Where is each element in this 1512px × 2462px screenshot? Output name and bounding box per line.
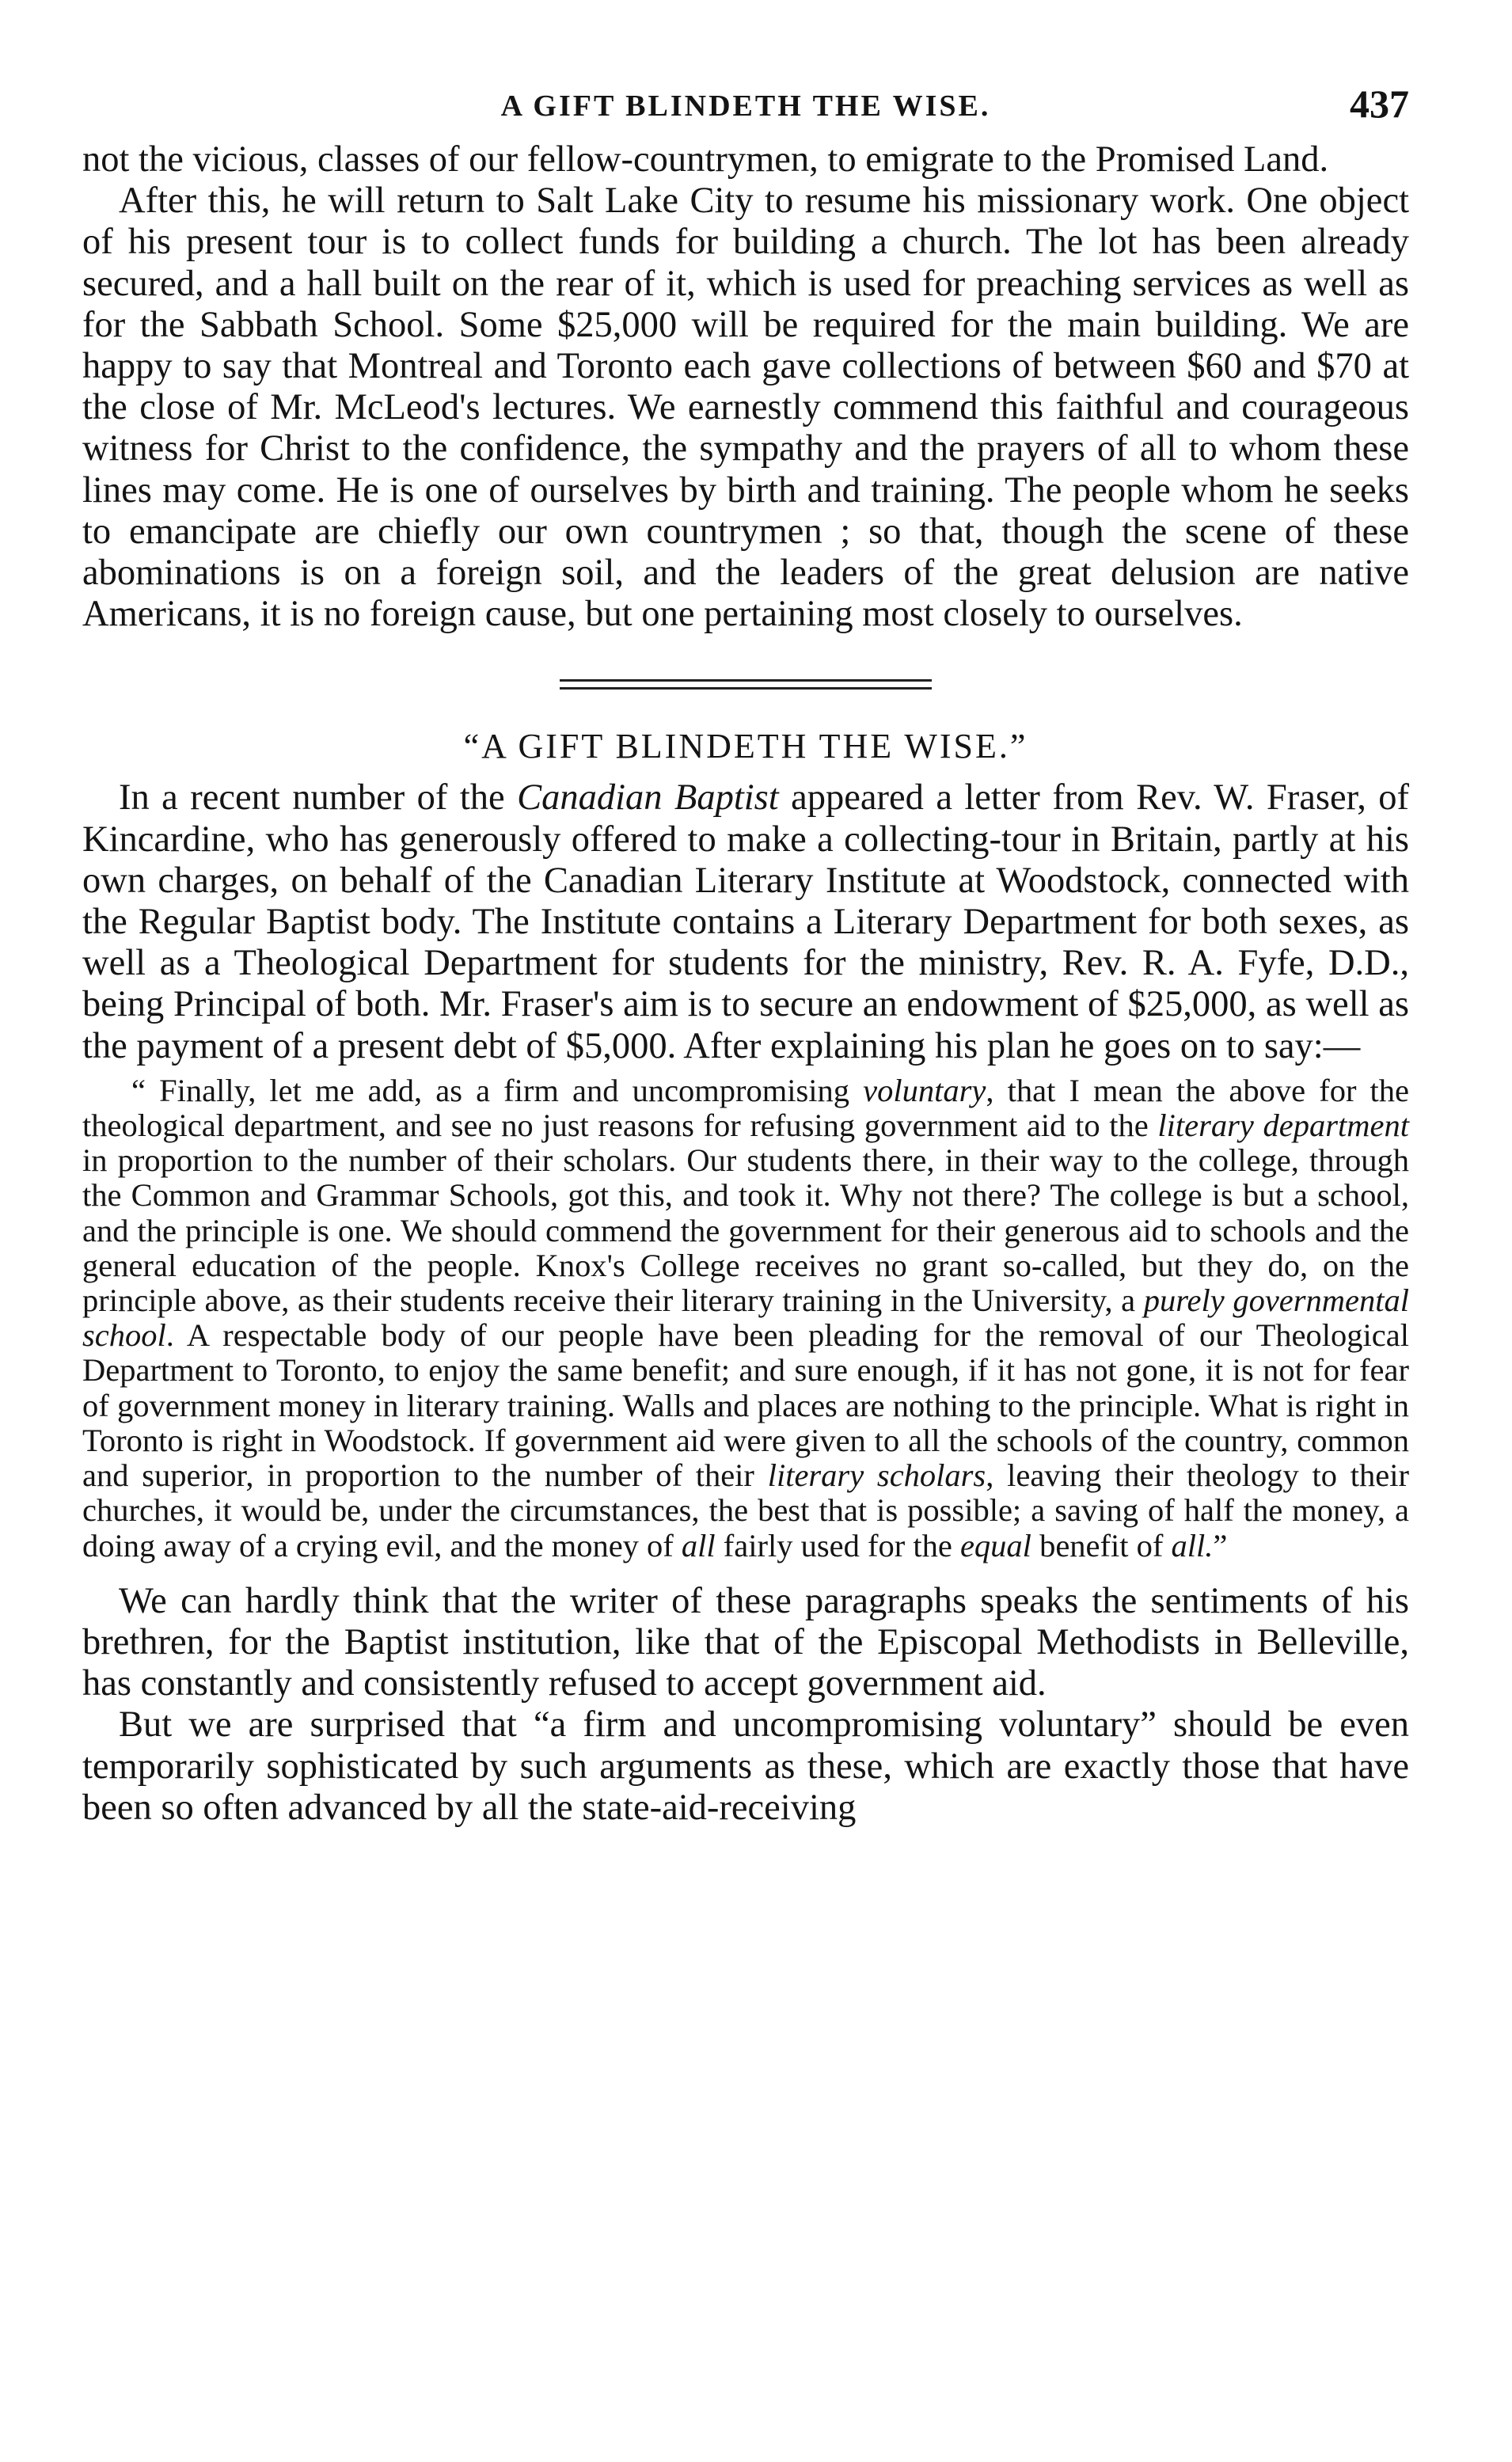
quote-text-f: fairly used for the xyxy=(715,1527,960,1563)
document-page xyxy=(82,79,1409,1829)
quote-text-a: “ Finally, let me add, as a firm and uncompromising xyxy=(131,1072,864,1108)
divider-rule-top xyxy=(560,679,932,682)
section-divider xyxy=(560,679,932,690)
quote-text-g: benefit of xyxy=(1031,1527,1172,1563)
running-title: A GIFT BLINDETH THE WISE. xyxy=(500,89,991,123)
quote-emph-all-final: all. xyxy=(1171,1527,1214,1563)
periodical-name: Canadian Baptist xyxy=(517,777,779,819)
paragraph-missionary: After this, he will return to Salt Lake City to resume his missionary work. One object of his present tour is to collect funds for building a church. The lot has been already secured, and a hall built on the rear of it, which is used for preaching services as well as for the Sabbath School. Some $25,000 will be required for the main building. We are happy to say that Montreal and Toronto each gave collections of between $60 and $70 at the close of Mr. McLeod's lectures. We earnestly commend this faithful and courageous witness for Christ to the confidence, the sympathy and the prayers of all to whom these lines may come. He is one of ourselves by birth and training. The people whom he seeks to emancipate are chiefly our own countrymen ; so that, though the scene of these abominations is on a foreign soil, and the leaders of the great delusion are native Americans, it is no foreign cause, but one pertaining most closely to ourselves. xyxy=(82,180,1409,635)
quote-emph-literary-scholars: literary scholars xyxy=(767,1457,986,1494)
paragraph-surprised: But we are surprised that “a firm and uncompromising voluntary” should be even temporarily sophisticated by such arguments as these, which are exactly those that have been so often advanced by all the state-aid-receiving xyxy=(82,1704,1409,1828)
section-heading: “A GIFT BLINDETH THE WISE.” xyxy=(463,727,1028,766)
quote-emph-literary-department: literary department xyxy=(1157,1108,1410,1144)
quote-emph-equal: equal xyxy=(959,1527,1031,1563)
paragraph-intro xyxy=(82,777,1409,1066)
intro-text-a: In a recent number of the xyxy=(119,777,518,819)
continued-paragraph: not the vicious, classes of our fellow-countrymen, to emigrate to the Promised Land. xyxy=(82,139,1329,180)
block-quote xyxy=(82,1073,1409,1563)
quote-close: ” xyxy=(1213,1527,1228,1563)
intro-text-b: appeared a letter from Rev. W. Fraser, of Kincardine, who has generously offered to make a collecting-tour in Britain, partly at his own charges, on behalf of the Canadian Literary Institute at Woodstock, connected with the Regular Baptist body. The Institute contains a Literary Department for both sexes, as well as a Theological Department for students for the ministry, Rev. R. A. Fyfe, D.D., being Principal of both. Mr. Fraser's aim is to secure an endowment of $25,000, as well as the payment of a present debt of $5,000. After explaining his plan he goes on to say:— xyxy=(82,777,1410,1066)
divider-rule-bottom xyxy=(560,687,932,690)
quote-emph-governmental-school: purely governmental school xyxy=(82,1282,1410,1354)
quote-text-e: , leaving their theology to their churches, it would be, under the circumstances, the best that is possible; a saving of half the money, a doing away of a crying evil, and the money of xyxy=(82,1457,1410,1563)
running-head xyxy=(82,79,1409,139)
quote-text-c: in proportion to the number of their scholars. Our students there, in their way to the college, through the Common and Grammar Schools, got this, and took it. Why not there? The college is but a school, and the principle is one. We should commend the government for their generous aid to schools and the general education of the people. Knox's College receives no grant so-called, but they do, on the principle above, as their students receive their literary training in the University, a xyxy=(82,1142,1409,1319)
quote-text-d: . A respectable body of our people have been pleading for the removal of our Theological Department to Toronto, to enjoy the same benefit; and sure enough, if it has not gone, it is not for fear of government money in literary training. Walls and places are nothing to the principle. What is right in Toronto is right in Woodstock. If government aid were given to all the schools of the country, common and superior, in proportion to the number of their xyxy=(82,1317,1409,1494)
quote-emph-voluntary: voluntary xyxy=(863,1072,986,1108)
paragraph-brethren: We can hardly think that the writer of these paragraphs speaks the sentiments of his brethren, for the Baptist institution, like that of the Episcopal Methodists in Belleville, has constantly and consistently refused to accept government aid. xyxy=(82,1580,1409,1704)
quote-emph-all: all xyxy=(681,1527,716,1563)
quote-text-b: , that I mean the above for the theological department, and see no just reasons for refusing government aid to the xyxy=(82,1072,1409,1144)
page-number: 437 xyxy=(1350,82,1409,126)
